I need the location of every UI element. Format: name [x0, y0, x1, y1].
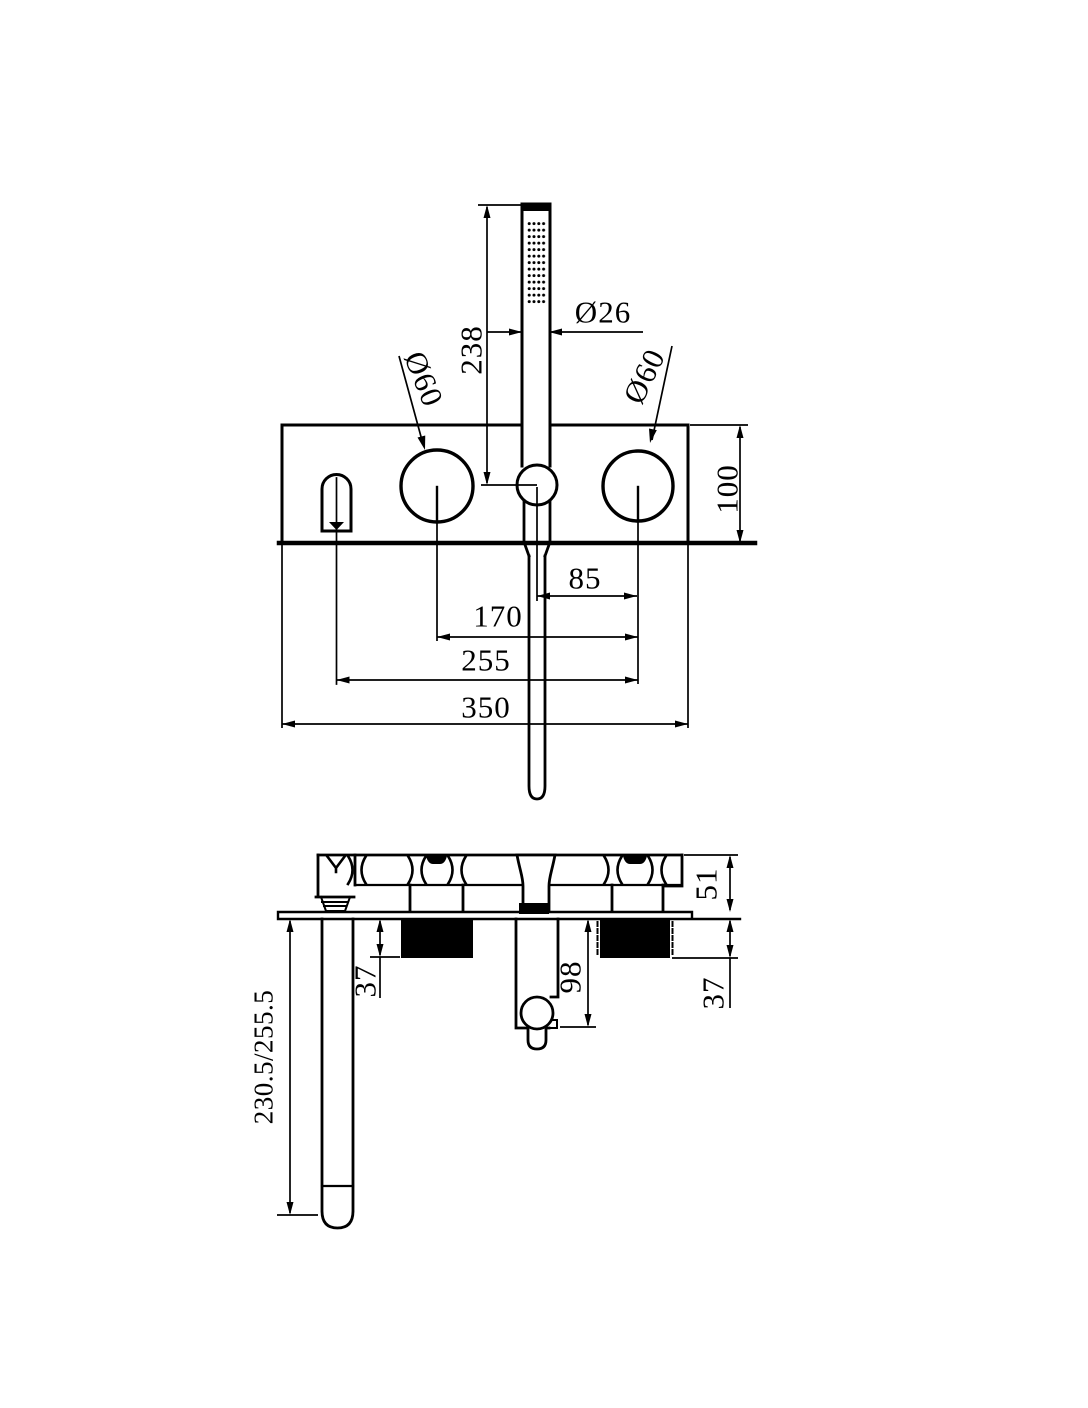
dim-body-height-label: 51 [688, 867, 724, 901]
right-cartridge [600, 920, 670, 958]
plate-edge [278, 912, 740, 919]
dim-left-knob-diameter-label: Ø60 [397, 346, 451, 412]
dim-plate-height-label: 100 [709, 464, 745, 514]
dim-knob-spacing-label: 170 [473, 598, 523, 634]
front-view-arrows [282, 205, 744, 728]
front-view [279, 203, 755, 799]
front-view-dimensions [282, 205, 748, 728]
dim-right-knob-diameter-label: Ø60 [615, 342, 673, 410]
left-cartridge [401, 920, 473, 958]
hose-outlet [521, 997, 553, 1029]
dim-spout-reach-label: 230.5/255.5 [248, 989, 279, 1125]
dim-holder-depth-label: 98 [552, 960, 588, 994]
spout-body [316, 855, 355, 897]
spray-face [527, 221, 547, 304]
dim-shower-diameter-label: Ø26 [574, 294, 632, 330]
holder-funnel [517, 855, 555, 911]
dim-spout-span-label: 255 [461, 642, 511, 678]
dim-shower-length-label: 238 [453, 325, 489, 375]
dim-plate-width-label: 350 [461, 689, 511, 725]
dim-left-valve-depth-label: 37 [347, 964, 383, 998]
dim-holder-offset-label: 85 [568, 560, 602, 596]
side-view [278, 855, 740, 1228]
dim-right-valve-depth-label: 37 [695, 976, 731, 1010]
